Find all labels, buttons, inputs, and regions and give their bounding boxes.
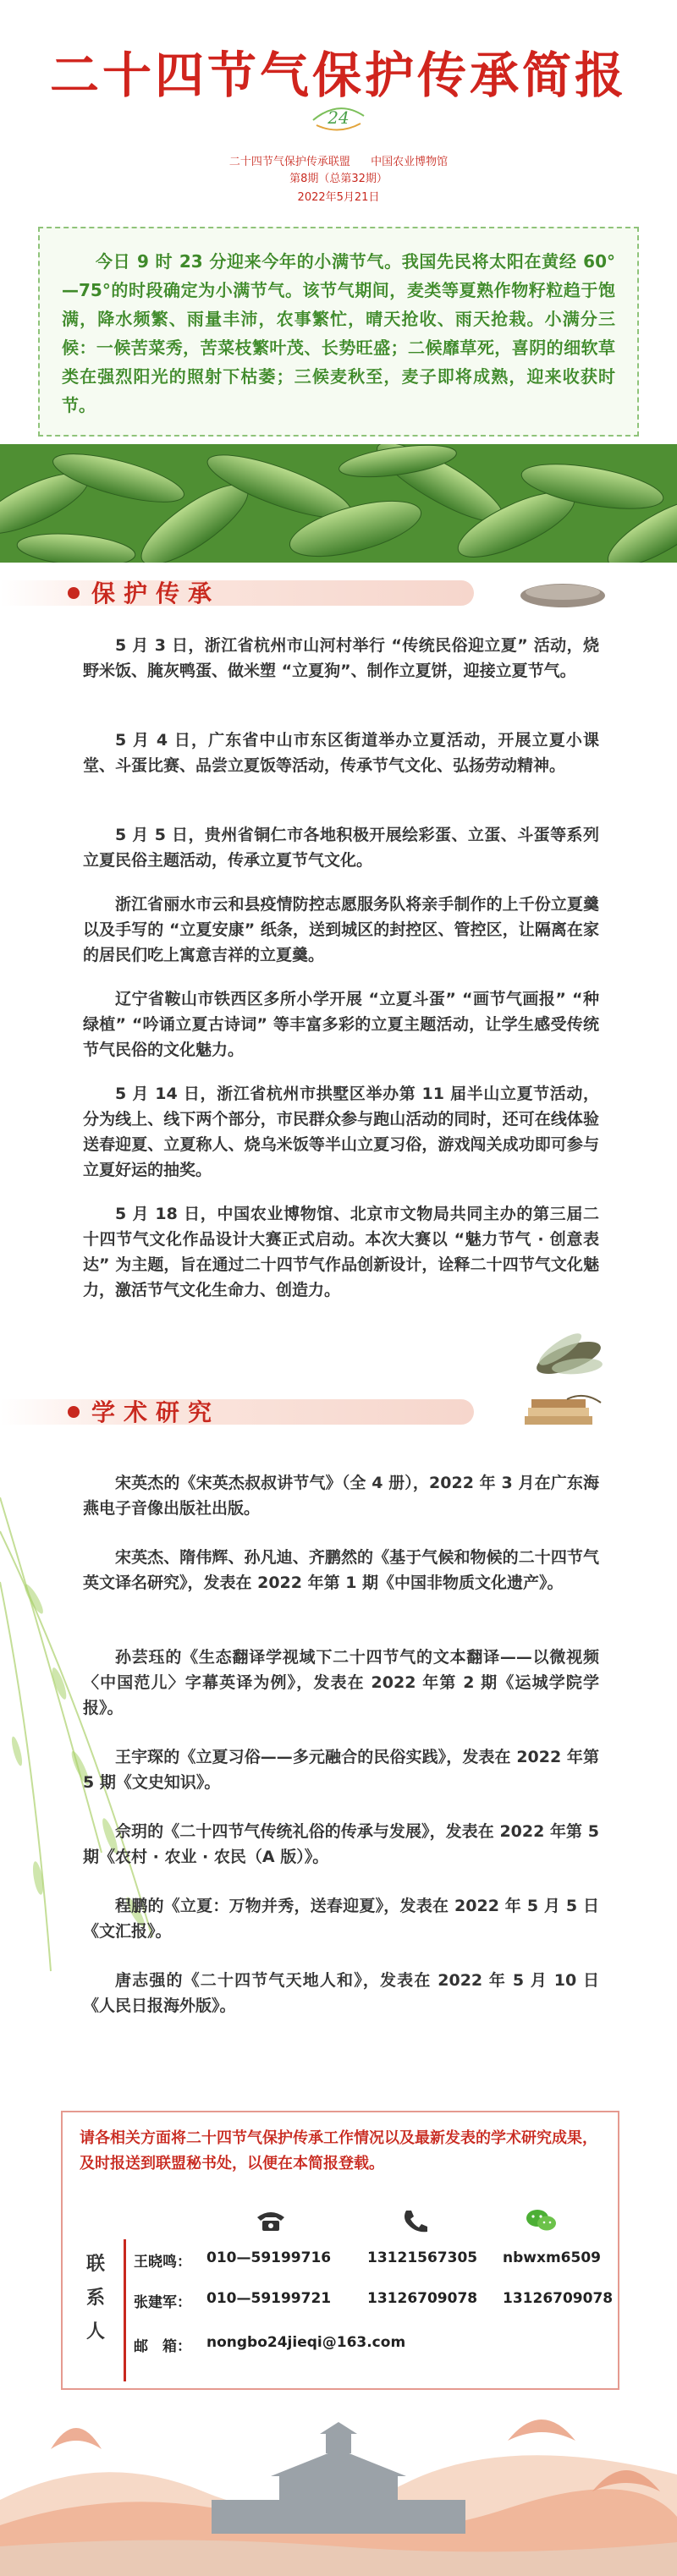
research-item: 孙芸珏的《生态翻译学视域下二十四节气的文本翻译——以微视频〈中国范儿〉字幕英译为例》，发表在 2022 年第 2 期《运城学院学报》。 [83,1648,599,1717]
research-item: 唐志强的《二十四节气天地人和》，发表在 2022 年 5 月 10 日《人民日报海外版》。 [83,1971,599,2015]
research-item: 佘玥的《二十四节气传统礼俗的传承与发展》，发表在 2022 年第 5 期《农村 · 农业 · 农民（A 版）》。 [83,1822,599,1866]
books-decoration-icon [516,1391,609,1435]
contact-mobile: 13126709078 [367,2290,478,2307]
protect-item: 辽宁省鞍山市铁西区多所小学开展 “立夏斗蛋” “画节气画报” “种绿植” “吟诵立夏古诗词” 等丰富多彩的立夏主题活动，让学生感受传统节气民俗的文化魅力。 [83,990,599,1059]
contact-tel: 010—59199721 [206,2290,332,2307]
page-title: 二十四节气保护传承简报 [49,47,627,104]
intro-text: 今日 9 时 23 分迎来今年的小满节气。我国先民将太阳在黄经 60°—75°的时段确定为小满节气。该节气期间，麦类等夏熟作物籽粒趋于饱满，降水频繁、雨量丰沛，农事繁忙，晴天抢收、雨天抢栽。小满分三候：一候苦菜秀，苦菜枝繁叶茂、长势旺盛；二候靡草死，喜阴的细软草类在强烈阳光的照射下枯萎；三候麦秋至，麦子即将成熟，迎来收获时节。 [62,251,615,415]
section-dot-icon [68,587,80,599]
protect-item: 5 月 3 日，浙江省杭州市山河村举行 “传统民俗迎立夏” 活动，烧野米饭、腌灰鸭蛋、做米塑 “立夏狗”、制作立夏饼，迎接立夏节气。 [83,636,599,680]
research-item: 宋英杰的《宋英杰叔叔讲节气》（全 4 册），2022 年 3 月在广东海燕电子音像出版社出版。 [83,1474,599,1518]
section-title-protect: 保护传承 [91,579,221,607]
protect-item: 5 月 18 日，中国农业博物馆、北京市文物局共同主办的第三届二十四节气文化作品设计大赛正式启动。本次大赛以 “魅力节气 · 创意表达” 为主题，旨在通过二十四节气作品创新设计，诠释二十四节气文化魅力，激活节气文化生命力、创造力。 [83,1205,599,1299]
notice-text: 请各相关方面将二十四节气保护传承工作情况以及最新发表的学术研究成果，及时报送到联盟秘书处，以便在本简报登载。 [80,2129,597,2172]
section-title-research: 学术研究 [91,1398,221,1426]
protect-item: 5 月 14 日，浙江省杭州市拱墅区举办第 11 届半山立夏节活动，分为线上、线下两个部分，市民群众参与跑山活动的同时，还可在线体验送春迎夏、立夏称人、烧乌米饭等半山立夏习俗，游戏闯关成功即可参与立夏好运的抽奖。 [83,1085,599,1179]
protect-item: 5 月 4 日，广东省中山市东区街道举办立夏活动，开展立夏小课堂、斗蛋比赛、品尝立夏饭等活动，传承节气文化、弘扬劳动精神。 [83,731,599,775]
wechat-icon [525,2207,559,2234]
protect-item: 5 月 5 日，贵州省铜仁市各地积极开展绘彩蛋、立蛋、斗蛋等系列立夏民俗主题活动，传承立夏节气文化。 [83,826,599,870]
cicada-decoration-icon [518,1320,619,1396]
section-header-protect [0,568,677,619]
research-item: 程鹏的《立夏：万物并秀，送春迎夏》，发表在 2022 年 5 月 5 日《文汇报》。 [83,1897,599,1941]
solar-term-logo-icon [305,95,372,137]
section-dot-icon [68,1406,80,1418]
organizers [0,152,677,168]
contact-name: 王晓鸣： [134,2254,191,2271]
email-address: nongbo24jieqi@163.com [206,2334,406,2351]
telephone-icon [254,2207,288,2234]
mobile-phone-icon [398,2207,432,2234]
contact-wechat: 13126709078 [503,2290,614,2307]
logo-text: 24 [327,107,350,128]
contact-name: 张建军： [134,2294,191,2311]
contact-title: 联系人 [86,2254,106,2343]
research-item: 宋英杰、隋伟辉、孙凡迪、齐鹏然的《基于气候和物候的二十四节气英文译名研究》，发表在 2022 年第 1 期《中国非物质文化遗产》。 [83,1548,599,1592]
organizer-alliance: 二十四节气保护传承联盟 [228,156,350,168]
issue-date: 2022年5月21日 [297,191,380,204]
notice-box [61,2111,619,2390]
issue-number: 第8期（总第32期） [289,173,388,185]
museum-scene-image [0,2398,677,2576]
research-item: 王宇琛的《立夏习俗——多元融合的民俗实践》，发表在 2022 年第 5 期《文史知识》。 [83,1748,599,1792]
email-label: 邮 箱： [134,2338,191,2355]
leaves-banner-image [0,444,677,563]
organizer-museum: 中国农业博物馆 [371,156,449,168]
contact-mobile: 13121567305 [367,2249,478,2266]
protect-item: 浙江省丽水市云和县疫情防控志愿服务队将亲手制作的上千份立夏羹以及手写的 “立夏安康” 纸条，送到城区的封控区、管控区，让隔离在家的居民们吃上寓意吉祥的立夏羹。 [83,895,599,964]
stone-decoration-icon [516,577,609,611]
intro-box [38,227,639,437]
section-header-research [0,1387,677,1438]
contact-wechat: nbwxm6509 [503,2249,601,2266]
contact-tel: 010—59199716 [206,2249,332,2266]
